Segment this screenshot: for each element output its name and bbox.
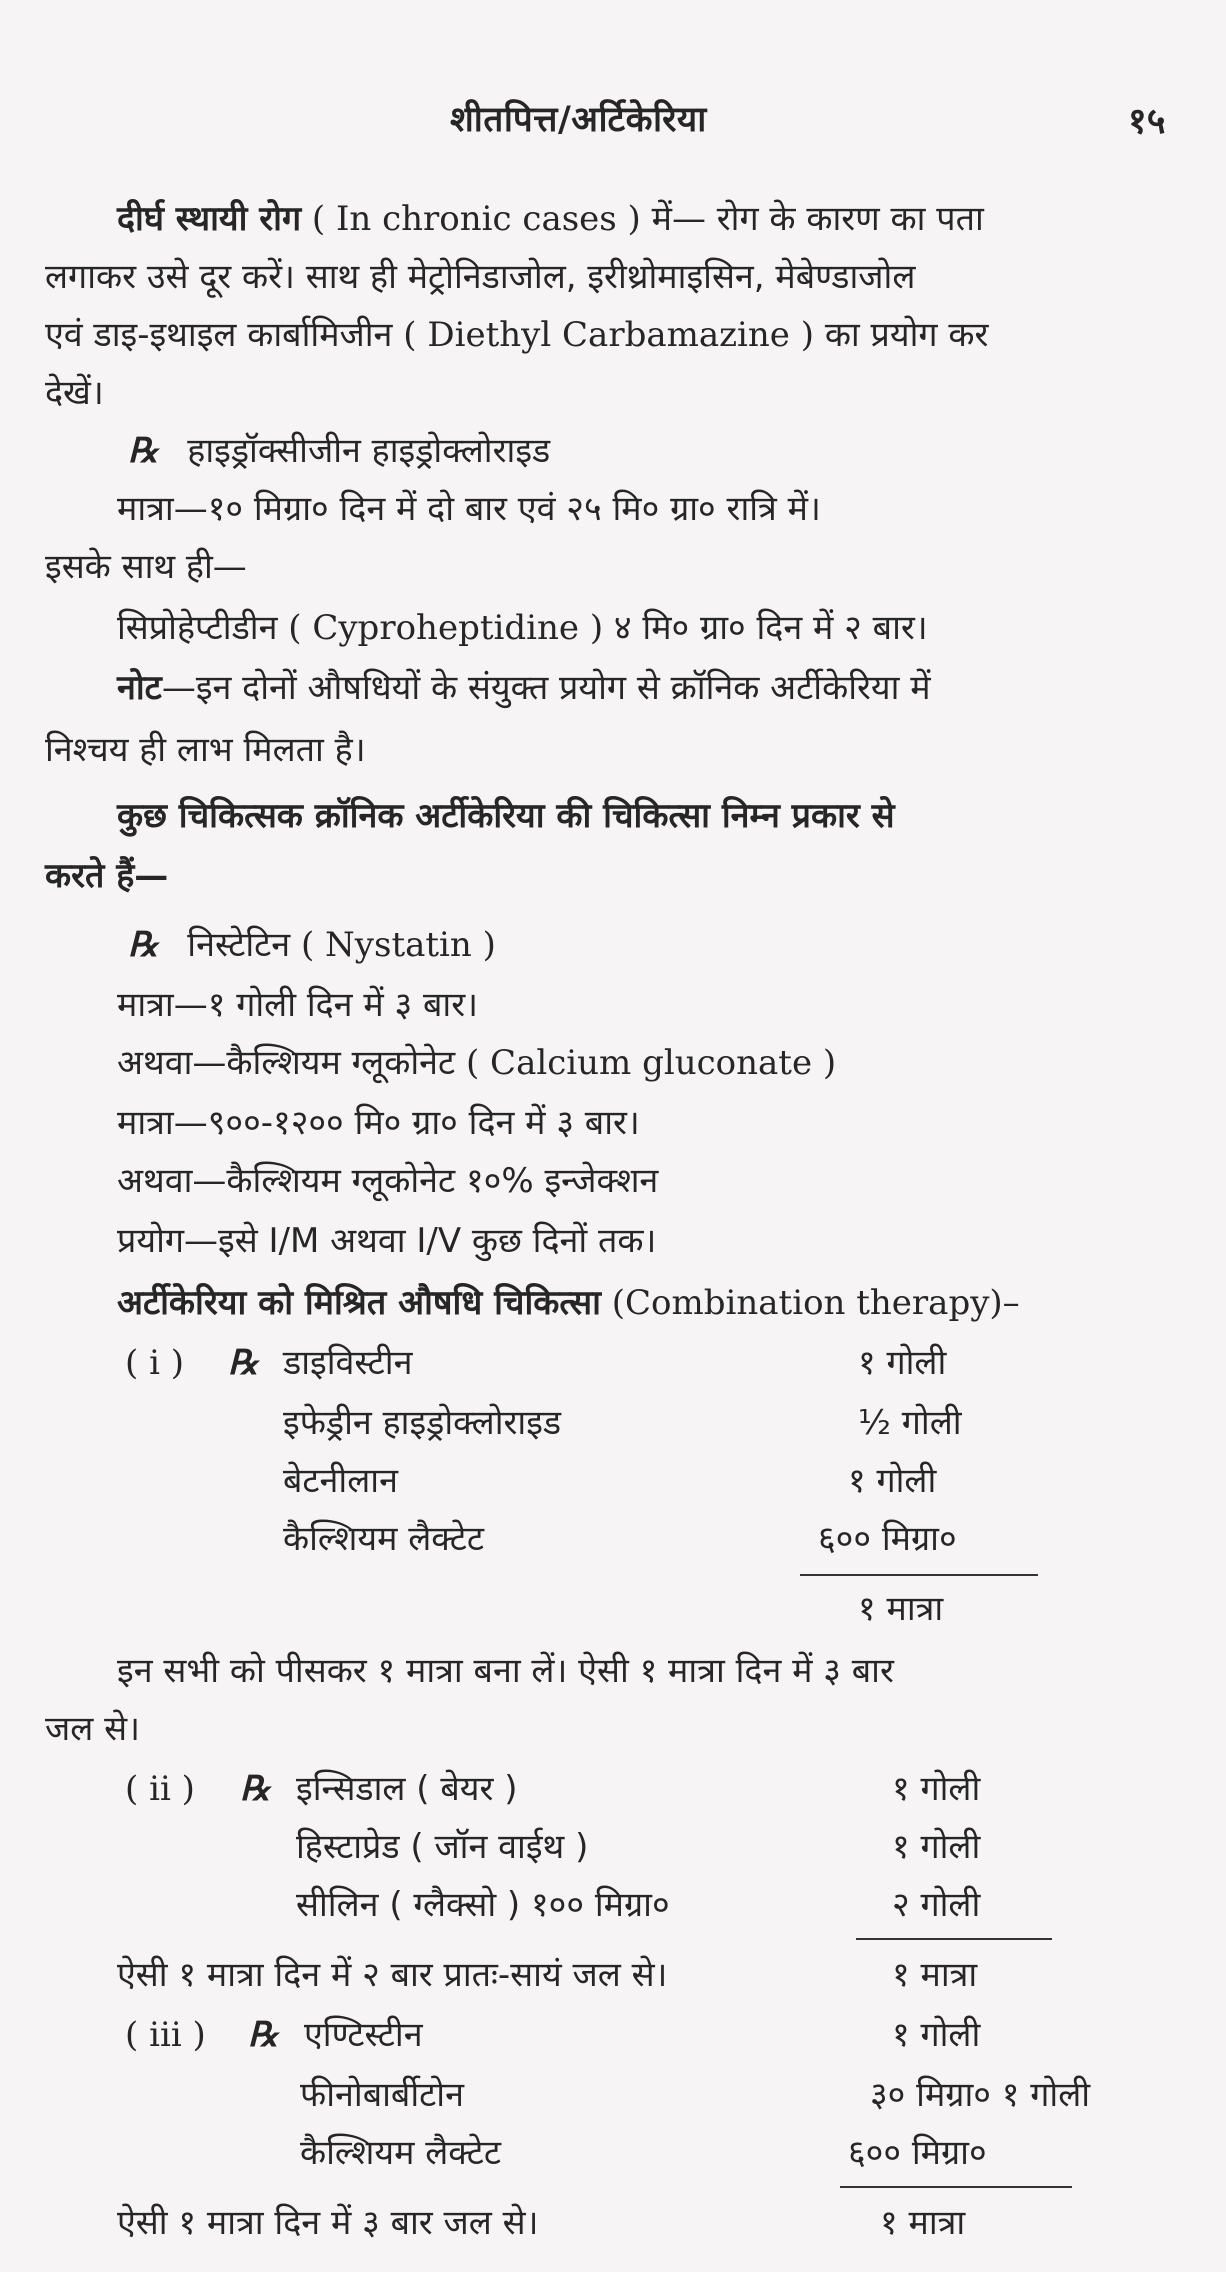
rx2-or-1 [117, 1040, 836, 1086]
rx1-drug: हाइड्रॉक्सीजीन हाइड्रोक्लोराइड [187, 431, 551, 471]
rx1-cypro-b: ४ मि० ग्रा० दिन में २ बार। [613, 608, 928, 648]
rx2-or1-english: ( Calcium gluconate ) [465, 1043, 837, 1083]
rx2-dose-2: मात्रा—९००-१२०० मि० ग्रा० दिन में ३ बार। [117, 1103, 640, 1143]
regimen3-total: १ मात्रा [880, 2203, 966, 2243]
note-line-1 [117, 665, 931, 711]
chronic-line1-rest: में— रोग के कारण का पता [651, 199, 984, 239]
regimen1-item-qty: ६०० मिग्रा० [818, 1519, 957, 1559]
chronic-line-1 [117, 196, 984, 242]
regimen3-label: ( iii ) [125, 2015, 206, 2055]
regimen1-instr-2: जल से। [45, 1709, 140, 1749]
regimen3-item-qty: १ गोली [892, 2015, 981, 2055]
note-line-2: निश्चय ही लाभ मिलता है। [45, 730, 366, 770]
chronic-line-2: लगाकर उसे दूर करें। साथ ही मेट्रोनिडाजोल, इरीथ्रोमाइसिन, मेबेण्डाजोल [45, 257, 916, 297]
regimen1-item-qty: १ गोली [848, 1461, 937, 1501]
regimen2-label: ( ii ) [125, 1769, 195, 1809]
regimen3-item-qty: ३० मिग्रा० १ गोली [870, 2075, 1091, 2115]
regimen3-item-name: कैल्शियम लैक्टेट [300, 2133, 502, 2173]
regimen3-item-qty: ६०० मिग्रा० [848, 2133, 987, 2173]
some-doctors-line-1: कुछ चिकित्सक क्रॉनिक अर्टीकेरिया की चिकित्सा निम्न प्रकार से [117, 796, 895, 836]
rx-symbol: ℞ [128, 925, 159, 965]
combo-heading-line [117, 1280, 1020, 1326]
chronic-line-4: देखें। [45, 373, 104, 413]
regimen3-item-name: एण्टिस्टीन [304, 2015, 423, 2055]
rx1-cypro-english: ( Cyproheptidine ) [288, 608, 604, 648]
some-doctors-line-2: करते हैं— [45, 856, 169, 896]
regimen1-item-qty: ½ गोली [858, 1403, 962, 1443]
rx-symbol: ℞ [248, 2015, 279, 2055]
note-line1-text: —इन दोनों औषधियों के संयुक्त प्रयोग से क्रॉनिक अर्टीकेरिया में [161, 668, 931, 708]
regimen3-instr: ऐसी १ मात्रा दिन में ३ बार जल से। [117, 2203, 539, 2243]
rx-symbol: ℞ [228, 1343, 259, 1383]
note-label: नोट [117, 668, 162, 708]
regimen1-item-name: कैल्शियम लैक्टेट [283, 1519, 485, 1559]
chronic-line3-english: ( Diethyl Carbamazine ) [403, 315, 814, 355]
page-number: १५ [1128, 101, 1166, 142]
regimen3-item-name: फीनोबार्बीटोन [300, 2075, 464, 2115]
regimen1-total-rule [800, 1574, 1038, 1576]
chronic-heading: दीर्घ स्थायी रोग [117, 199, 302, 239]
rx2-or1-text: अथवा—कैल्शियम ग्लूकोनेट [117, 1043, 456, 1083]
combo-english: (Combination therapy)– [611, 1283, 1020, 1323]
regimen1-item-name: बेटनीलान [283, 1461, 398, 1501]
regimen2-instr: ऐसी १ मात्रा दिन में २ बार प्रातः-सायं जल से। [117, 1955, 668, 1995]
rx2-use: प्रयोग—इसे I/M अथवा I/V कुछ दिनों तक। [117, 1221, 657, 1261]
regimen2-total: १ मात्रा [892, 1955, 978, 1995]
rx1-cypro-line [117, 605, 928, 651]
rx1-drug-line [128, 428, 550, 474]
regimen2-item-name: हिस्टाप्रेड ( जॉन वाईथ ) [296, 1827, 589, 1867]
page-title: शीतपित्त/अर्टिकेरिया [450, 100, 707, 140]
regimen2-item-qty: २ गोली [892, 1885, 981, 1925]
regimen1-item-name: इफेड्रीन हाइड्रोक्लोराइड [283, 1403, 562, 1443]
rx2-drug-line [128, 922, 496, 968]
rx2-drug: निस्टेटिन [187, 925, 291, 965]
regimen2-item-name: सीलिन ( ग्लैक्सो ) १०० मिग्रा० [296, 1885, 670, 1925]
rx2-or-2: अथवा—कैल्शियम ग्लूकोनेट १०% इन्जेक्शन [117, 1161, 659, 1201]
regimen1-item-qty: १ गोली [858, 1343, 947, 1383]
regimen2-total-rule [856, 1938, 1052, 1940]
rx1-dose: मात्रा—१० मिग्रा० दिन में दो बार एवं २५ मि० ग्रा० रात्रि में। [117, 489, 821, 529]
chronic-line3-a: एवं डाइ-इथाइल कार्बामिजीन [45, 315, 393, 355]
regimen1-label: ( i ) [125, 1343, 185, 1383]
regimen2-item-qty: १ गोली [892, 1769, 981, 1809]
rx-symbol: ℞ [240, 1769, 271, 1809]
chronic-english: ( In chronic cases ) [311, 199, 641, 239]
regimen1-item-name: डाइविस्टीन [283, 1343, 413, 1383]
regimen1-total: १ मात्रा [858, 1589, 944, 1629]
regimen2-item-name: इन्सिडाल ( बेयर ) [296, 1769, 518, 1809]
combo-heading: अर्टीकेरिया को मिश्रित औषधि चिकित्सा [117, 1283, 601, 1323]
regimen1-instr-1: इन सभी को पीसकर १ मात्रा बना लें। ऐसी १ मात्रा दिन में ३ बार [117, 1651, 894, 1691]
regimen2-item-qty: १ गोली [892, 1827, 981, 1867]
chronic-line3-b: का प्रयोग कर [824, 315, 989, 355]
chronic-line-3 [45, 312, 988, 358]
rx2-dose: मात्रा—१ गोली दिन में ३ बार। [117, 985, 478, 1025]
rx1-also: इसके साथ ही— [45, 547, 247, 587]
rx-symbol: ℞ [128, 431, 159, 471]
rx1-cypro-a: सिप्रोहेप्टीडीन [117, 608, 278, 648]
rx2-drug-english: ( Nystatin ) [300, 925, 496, 965]
regimen3-total-rule [840, 2186, 1072, 2188]
